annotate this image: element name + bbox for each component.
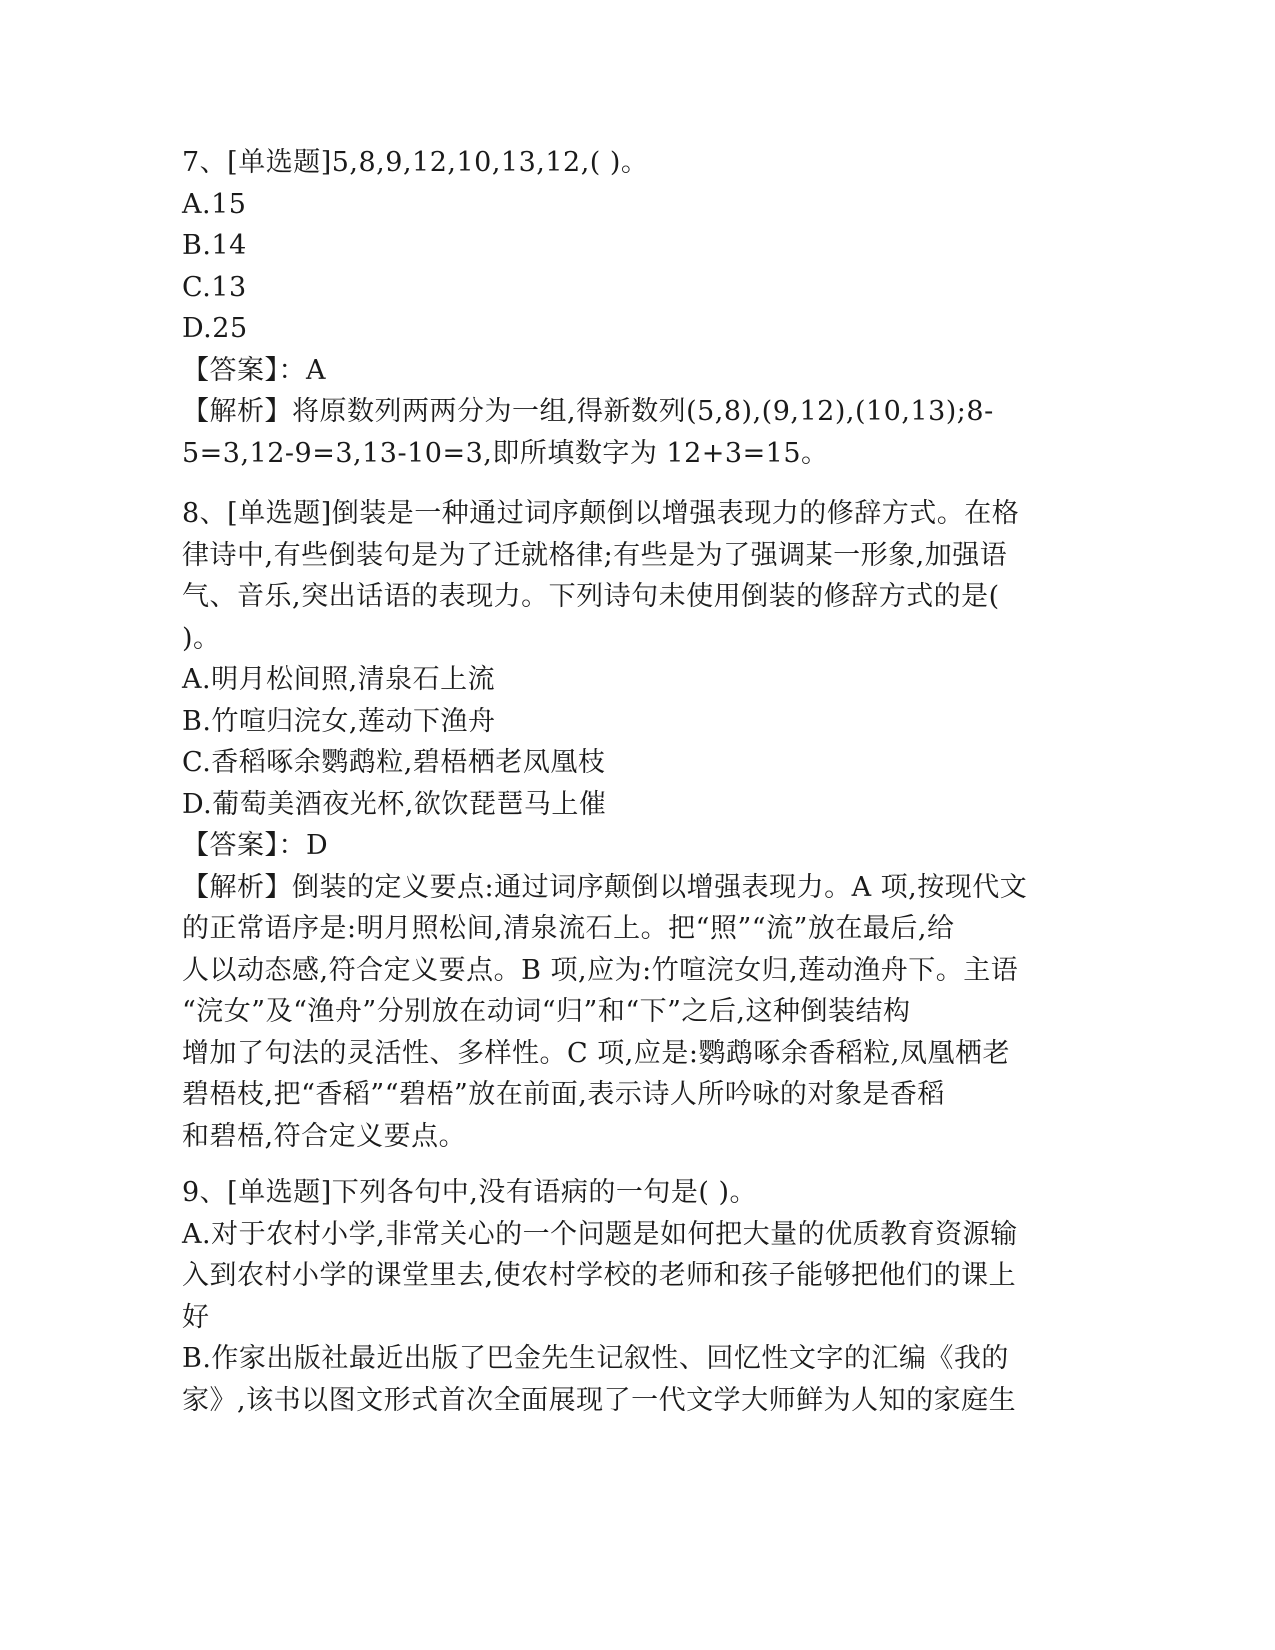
- option-c: C.香稻啄余鹦鹉粒,碧梧栖老凤凰枝: [182, 747, 606, 778]
- analysis-text: 将原数列两两分为一组,得新数列(5,8),(9,12),(10,13);8-: [292, 396, 994, 427]
- analysis-line: “浣女”及“渔舟”分别放在动词“归”和“下”之后,这种倒装结构: [182, 996, 911, 1027]
- analysis-label: 【解析】: [182, 871, 292, 903]
- option-b: B.作家出版社最近出版了巴金先生记叙性、回忆性文字的汇编《我的: [182, 1343, 1009, 1374]
- option-d: D.25: [182, 313, 248, 344]
- analysis-line: 和碧梧,符合定义要点。: [182, 1120, 467, 1152]
- analysis-line: [182, 391, 1082, 433]
- option-a: A.明月松间照,清泉石上流: [182, 664, 496, 695]
- analysis-line: 人以动态感,符合定义要点。B 项,应为:竹喧浣女归,莲动渔舟下。主语: [182, 954, 1019, 986]
- answer-separator: ：: [278, 830, 306, 861]
- option-b: B.竹喧归浣女,莲动下渔舟: [182, 705, 496, 737]
- option-a: A.15: [182, 188, 247, 220]
- analysis-text: 倒装的定义要点:通过词序颠倒以增强表现力。A 项,按现代文: [292, 871, 1028, 903]
- answer-line: [182, 825, 1082, 867]
- question-9: [182, 1172, 1082, 1421]
- question-stem: 7、[单选题]5,8,9,12,10,13,12,( )。: [182, 147, 649, 178]
- option-b: B.14: [182, 230, 247, 261]
- question-stem: 律诗中,有些倒装句是为了迁就格律;有些是为了强调某一形象,加强语: [182, 539, 1008, 571]
- question-8: [182, 493, 1082, 1157]
- analysis-line: [182, 867, 1082, 909]
- analysis-line: 的正常语序是:明月照松间,清泉流石上。把“照”“流”放在最后,给: [182, 913, 955, 944]
- question-7: [182, 142, 1082, 474]
- question-stem: )。: [182, 622, 221, 654]
- answer-label: 【答案】: [182, 354, 279, 386]
- analysis-line: 5=3,12-9=3,13-10=3,即所填数字为 12+3=15。: [182, 437, 829, 469]
- question-stem: 气、音乐,突出话语的表现力。下列诗句未使用倒装的修辞方式的是(: [182, 581, 1000, 612]
- option-a: A.对于农村小学,非常关心的一个问题是如何把大量的优质教育资源输: [182, 1218, 1018, 1250]
- question-stem: 8、[单选题]倒装是一种通过词序颠倒以增强表现力的修辞方式。在格: [182, 498, 1020, 529]
- answer-line: [182, 350, 1082, 392]
- analysis-line: 碧梧枝,把“香稻”“碧梧”放在前面,表示诗人所吟咏的对象是香稻: [182, 1079, 945, 1110]
- option-c: C.13: [182, 271, 247, 303]
- answer-label: 【答案】: [182, 830, 279, 861]
- option-a: 入到农村小学的课堂里去,使农村学校的老师和孩子能够把他们的课上: [182, 1260, 1017, 1291]
- answer-separator: ：: [278, 354, 306, 386]
- analysis-label: 【解析】: [182, 396, 292, 427]
- answer-value: D: [306, 830, 329, 861]
- answer-value: A: [306, 354, 326, 386]
- option-a: 好: [182, 1301, 210, 1333]
- question-stem: 9、[单选题]下列各句中,没有语病的一句是( )。: [182, 1177, 757, 1208]
- option-b: 家》,该书以图文形式首次全面展现了一代文学大师鲜为人知的家庭生: [182, 1384, 1017, 1416]
- analysis-line: 增加了句法的灵活性、多样性。C 项,应是:鹦鹉啄余香稻粒,凤凰栖老: [182, 1037, 1011, 1069]
- option-d: D.葡萄美酒夜光杯,欲饮琵琶马上催: [182, 788, 607, 820]
